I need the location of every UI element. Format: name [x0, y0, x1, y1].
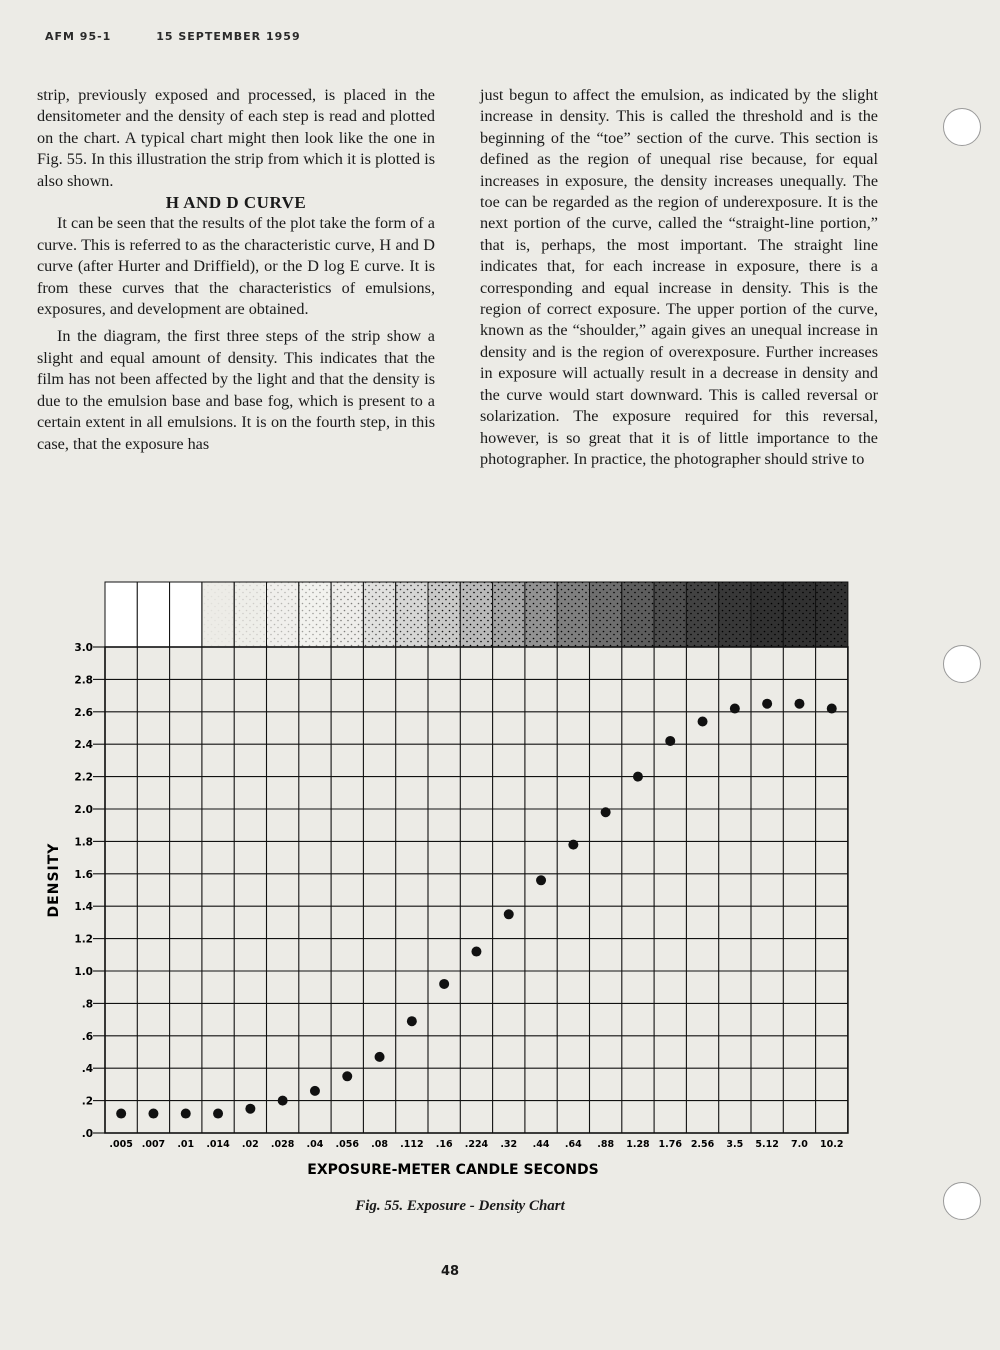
- y-tick-label: 1.8: [74, 836, 93, 849]
- strip-step: [170, 582, 202, 647]
- data-point: [568, 840, 578, 850]
- paragraph: strip, previously exposed and processed, is placed in the densitometer and the density of each step is read and plotted on the chart. A typical chart might then look like the one in Fig. 55. In this illustration the strip from which it is plotted is also shown.: [37, 86, 435, 190]
- strip-step: [267, 582, 299, 647]
- y-tick-label: 1.4: [74, 901, 93, 914]
- data-point: [181, 1109, 191, 1119]
- x-tick-label: .04: [306, 1139, 324, 1150]
- y-tick-label: 1.0: [74, 966, 93, 978]
- strip-step: [783, 582, 815, 647]
- x-tick-label: .007: [141, 1139, 166, 1150]
- data-point: [342, 1071, 352, 1081]
- strip-step: [460, 582, 492, 647]
- data-point: [245, 1104, 255, 1114]
- strip-step: [719, 582, 751, 647]
- data-point: [148, 1109, 158, 1119]
- x-tick-label: 5.12: [755, 1139, 779, 1150]
- strip-step: [363, 582, 395, 647]
- y-axis-label: DENSITY: [46, 842, 62, 918]
- data-points: [116, 699, 837, 1119]
- y-tick-label: .8: [81, 998, 93, 1011]
- document-id: AFM 95-1: [45, 30, 112, 43]
- page-number: 48: [440, 1264, 460, 1279]
- x-tick-label: .02: [241, 1139, 259, 1150]
- data-point: [471, 947, 481, 957]
- x-tick-label: .014: [206, 1139, 230, 1150]
- data-point: [407, 1016, 417, 1026]
- x-tick-label: 1.28: [626, 1139, 650, 1150]
- y-tick-label: .0: [81, 1128, 93, 1140]
- data-point: [730, 704, 740, 714]
- data-point: [116, 1109, 126, 1119]
- x-axis-ticks: [109, 1139, 843, 1150]
- data-point: [536, 875, 546, 885]
- chart-grid: [105, 647, 848, 1133]
- data-point: [665, 736, 675, 746]
- y-tick-label: 2.4: [74, 739, 93, 752]
- data-point: [698, 717, 708, 727]
- strip-step: [686, 582, 718, 647]
- data-point: [278, 1096, 288, 1106]
- strip-step: [816, 582, 848, 647]
- y-tick-label: 2.0: [74, 804, 93, 816]
- data-point: [375, 1052, 385, 1062]
- y-tick-label: .6: [81, 1030, 93, 1043]
- strip-step: [493, 582, 525, 647]
- y-tick-label: 1.6: [74, 868, 93, 881]
- x-tick-label: .64: [564, 1139, 582, 1150]
- x-tick-label: 7.0: [791, 1139, 808, 1150]
- x-tick-label: 1.76: [658, 1139, 682, 1150]
- x-tick-label: .005: [109, 1139, 133, 1150]
- paragraph: just begun to affect the emulsion, as indicated by the slight increase in density. This is called the threshold and is the beginning of the “toe” section of the curve. This section is defined as the region of unequal rise because, for equal increases in exposure, the density increases unequally. The toe can be regarded as the region of underexposure. It is the next portion of the curve, called the “straight-line portion,” that is, perhaps, the most important. The straight line indicates that, for each increase in exposure, there is a corresponding and equal increase in density. This is the region of correct exposure. The upper portion of the curve, known as the “shoulder,” again gives an unequal increase in density and is the region of overexposure. Further increases in exposure will actually result in a decrease in density and the curve would start downward. This is called reversal or solarization. The exposure required for this reversal, however, is so great that it is of little importance to the photographer. In practice, the photographer should strive to: [480, 86, 878, 468]
- x-tick-label: .056: [335, 1139, 359, 1150]
- strip-step: [137, 582, 169, 647]
- strip-step: [428, 582, 460, 647]
- strip-step: [202, 582, 234, 647]
- plot-frame: [105, 647, 848, 1133]
- y-tick-label: 1.2: [74, 933, 93, 946]
- x-tick-label: .32: [500, 1139, 518, 1150]
- x-tick-label: .88: [597, 1139, 615, 1150]
- data-point: [504, 909, 514, 919]
- data-point: [827, 704, 837, 714]
- y-tick-label: .4: [81, 1063, 93, 1076]
- strip-step: [396, 582, 428, 647]
- x-tick-label: .028: [270, 1139, 295, 1150]
- strip-step: [557, 582, 589, 647]
- data-point: [439, 979, 449, 989]
- x-tick-label: .16: [435, 1139, 453, 1150]
- strip-step: [234, 582, 266, 647]
- x-tick-label: 2.56: [690, 1139, 715, 1150]
- x-tick-label: 10.2: [820, 1139, 844, 1150]
- x-tick-label: 3.5: [726, 1139, 744, 1150]
- paragraph: In the diagram, the first three steps of the strip show a slight and equal amount of density. This indicates that the film has not been affected by the light and that the density is due to the emulsion base and base fog, which is present to a certain extent in all emulsions. It is on the fourth step, in this case, that the exposure has: [37, 327, 435, 453]
- strip-step: [331, 582, 363, 647]
- y-tick-label: 2.2: [74, 771, 93, 784]
- x-tick-label: .44: [532, 1139, 550, 1150]
- strip-step: [654, 582, 686, 647]
- data-point: [762, 699, 772, 709]
- data-point: [794, 699, 804, 709]
- strip-step: [525, 582, 557, 647]
- y-tick-label: 2.6: [74, 706, 93, 719]
- strip-step: [105, 582, 137, 647]
- section-heading: H AND D CURVE: [165, 193, 307, 213]
- y-tick-label: .2: [81, 1095, 93, 1108]
- strip-step: [590, 582, 622, 647]
- x-axis-label: EXPOSURE-METER CANDLE SECONDS: [307, 1162, 599, 1178]
- x-tick-label: .08: [371, 1139, 388, 1150]
- y-tick-label: 3.0: [74, 642, 93, 654]
- figure-caption: Fig. 55. Exposure - Density Chart: [355, 1198, 565, 1214]
- y-tick-label: 2.8: [74, 674, 93, 687]
- paragraph: It can be seen that the results of the plot take the form of a curve. This is referred to as the characteristic curve, H and D curve (after Hurter and Driffield), or the D log E curve. It is from these curves that the characteristics of emulsions, exposures, and development are obtained.: [37, 214, 435, 319]
- data-point: [633, 772, 643, 782]
- step-wedge-strip: [105, 582, 848, 647]
- x-tick-label: .224: [464, 1139, 489, 1150]
- y-axis-ticks: [74, 642, 105, 1140]
- strip-step: [751, 582, 783, 647]
- strip-step: [299, 582, 331, 647]
- data-point: [601, 807, 611, 817]
- strip-step: [622, 582, 654, 647]
- x-tick-label: .01: [177, 1139, 195, 1150]
- data-point: [310, 1086, 320, 1096]
- x-tick-label: .112: [400, 1139, 424, 1150]
- document-date: 15 SEPTEMBER 1959: [156, 30, 301, 43]
- data-point: [213, 1109, 223, 1119]
